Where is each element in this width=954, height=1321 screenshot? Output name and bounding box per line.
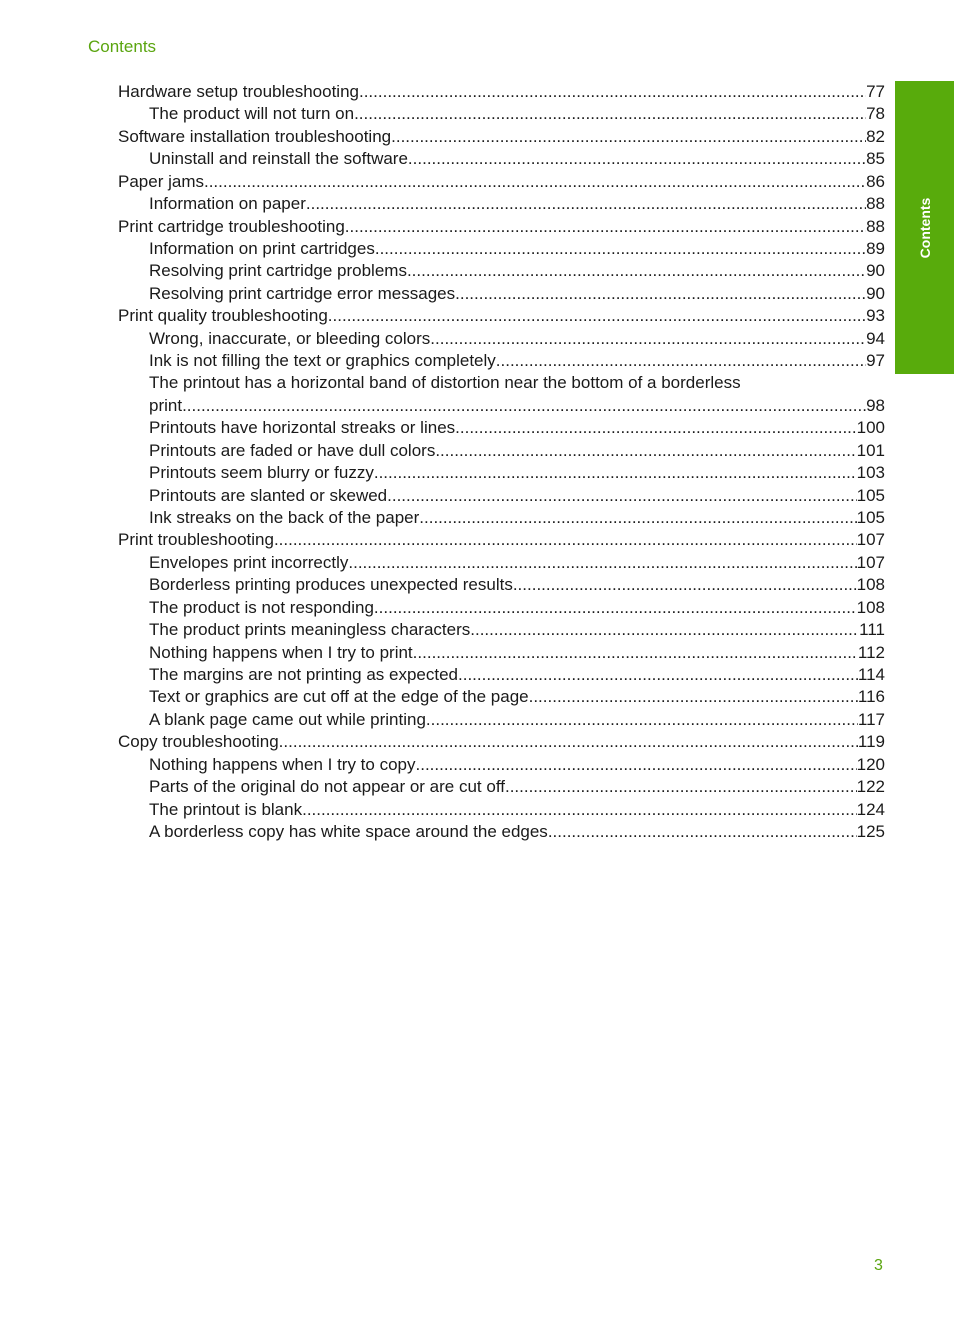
toc-page-number: 93	[866, 306, 885, 326]
toc-entry-title: Resolving print cartridge problems	[149, 261, 407, 281]
toc-entry-not-responding[interactable]	[118, 597, 885, 619]
toc-entry-meaningless-chars[interactable]	[118, 619, 885, 641]
toc-entry-title: Wrong, inaccurate, or bleeding colors	[149, 328, 431, 348]
toc-dot-leader	[374, 597, 857, 619]
toc-page-number: 107	[856, 530, 885, 550]
toc-page-number: 111	[859, 620, 885, 640]
toc-dot-leader	[458, 664, 858, 686]
toc-page-number: 108	[856, 597, 885, 617]
toc-entry-nothing-print[interactable]	[118, 642, 885, 664]
toc-dot-leader	[348, 552, 856, 574]
toc-page-number: 125	[856, 821, 885, 841]
toc-entry-copy-troubleshooting[interactable]	[118, 731, 885, 753]
toc-entry-print-quality[interactable]	[118, 305, 885, 327]
toc-dot-leader	[359, 81, 866, 103]
toc-dot-leader	[548, 821, 857, 843]
toc-dot-leader	[529, 686, 858, 708]
toc-dot-leader	[182, 395, 866, 417]
toc-entry-margins[interactable]	[118, 664, 885, 686]
toc-entry-title: The product is not responding	[149, 597, 374, 617]
toc-entry-printout-blank[interactable]	[118, 799, 885, 821]
toc-page-number: 97	[866, 351, 885, 371]
toc-page-number: 112	[857, 642, 885, 662]
toc-entry-title: Printouts seem blurry or fuzzy	[149, 463, 374, 483]
toc-entry-title: Print troubleshooting	[118, 530, 274, 550]
toc-dot-leader	[279, 731, 858, 753]
toc-entry-borderless-copy[interactable]	[118, 821, 885, 843]
toc-dot-leader	[413, 642, 858, 664]
toc-page-number: 117	[857, 709, 885, 729]
toc-page-number: 88	[866, 216, 885, 236]
toc-entry-envelopes[interactable]	[118, 552, 885, 574]
toc-entry-title: Hardware setup troubleshooting	[118, 82, 359, 101]
toc-entry-parts-original[interactable]	[118, 776, 885, 798]
toc-entry-blurry[interactable]	[118, 462, 885, 484]
toc-entry-title: Parts of the original do not appear or are cut off	[149, 777, 505, 797]
toc-entry-faded-colors[interactable]	[118, 440, 885, 462]
toc-entry-title: The printout is blank	[149, 799, 303, 819]
footer-page-number: 3	[874, 1257, 883, 1274]
toc-entry-title: Printouts have horizontal streaks or lines	[149, 418, 456, 438]
toc-dot-leader	[345, 216, 866, 238]
toc-page-number: 119	[857, 732, 885, 752]
toc-dot-leader	[455, 417, 856, 439]
toc-entry-title: Software installation troubleshooting	[118, 126, 392, 146]
toc-dot-leader	[375, 238, 866, 260]
toc-page-number: 105	[856, 508, 885, 528]
toc-dot-leader	[435, 440, 856, 462]
toc-page-number: 114	[857, 664, 885, 684]
toc-dot-leader	[391, 126, 866, 148]
toc-entry-title: A blank page came out while printing	[149, 709, 426, 729]
toc-entry-title: Text or graphics are cut off at the edge of the page	[149, 687, 529, 707]
toc-page-number: 100	[856, 418, 885, 438]
toc-dot-leader	[354, 103, 866, 125]
toc-entry-title: Information on print cartridges	[149, 238, 375, 258]
table-of-contents	[118, 81, 885, 843]
toc-entry-software-installation[interactable]	[118, 126, 885, 148]
toc-entry-ink-streaks-back[interactable]	[118, 507, 885, 529]
toc-dot-leader	[505, 776, 857, 798]
toc-entry-title: Ink is not filling the text or graphics completely	[149, 351, 496, 371]
toc-dot-leader	[302, 799, 857, 821]
toc-dot-leader	[470, 619, 859, 641]
toc-dot-leader	[496, 350, 866, 372]
toc-dot-leader	[513, 574, 857, 596]
toc-entry-title: Nothing happens when I try to print	[149, 642, 413, 662]
toc-entry-title: print	[149, 395, 183, 415]
toc-page-number: 90	[866, 283, 885, 303]
page-header-title: Contents	[88, 37, 157, 56]
toc-page-number: 94	[866, 328, 885, 348]
toc-dot-leader	[408, 148, 866, 170]
toc-entry-nothing-copy[interactable]	[118, 754, 885, 776]
toc-page-number: 78	[866, 104, 885, 124]
toc-entry-ink-not-filling[interactable]	[118, 350, 885, 372]
toc-entry-print-cartridge[interactable]	[118, 216, 885, 238]
section-side-tab	[895, 81, 954, 374]
toc-dot-leader	[387, 485, 857, 507]
toc-dot-leader	[374, 462, 857, 484]
toc-page-number: 124	[856, 799, 885, 819]
toc-page-number: 77	[866, 82, 885, 101]
toc-dot-leader	[407, 260, 866, 282]
toc-entry-borderless-unexpected[interactable]	[118, 574, 885, 596]
toc-page-number: 116	[857, 687, 885, 707]
toc-entry-horizontal-band[interactable]	[118, 395, 885, 417]
toc-entry-slanted[interactable]	[118, 485, 885, 507]
toc-page-number: 85	[866, 149, 885, 169]
toc-entry-title: Printouts are slanted or skewed	[149, 485, 388, 505]
toc-dot-leader	[430, 328, 866, 350]
toc-entry-info-on-paper[interactable]	[118, 193, 885, 215]
toc-page-number: 82	[866, 126, 885, 146]
toc-entry-title: The margins are not printing as expected	[149, 664, 459, 684]
toc-entry-print-troubleshooting[interactable]	[118, 529, 885, 551]
toc-page-number: 120	[856, 754, 885, 774]
toc-page-number: 90	[866, 261, 885, 281]
toc-entry-title: Envelopes print incorrectly	[149, 552, 349, 572]
toc-dot-leader	[426, 709, 858, 731]
toc-page-number: 89	[866, 238, 885, 258]
toc-entry-cut-off-edge[interactable]	[118, 686, 885, 708]
toc-entry-title: Resolving print cartridge error messages	[149, 283, 456, 303]
toc-entry-hardware-setup[interactable]	[118, 81, 885, 103]
toc-entry-blank-page[interactable]	[118, 709, 885, 731]
toc-dot-leader	[306, 193, 866, 215]
toc-entry-title: Information on paper	[149, 194, 306, 214]
toc-page-number: 105	[856, 485, 885, 505]
toc-entry-product-not-turn-on[interactable]	[118, 103, 885, 125]
toc-entry-title: Ink streaks on the back of the paper	[149, 508, 420, 528]
toc-entry-horizontal-band-first-line[interactable]: The printout has a horizontal band of distortion near the bottom of a borderless	[149, 373, 741, 393]
toc-entry-title: Print quality troubleshooting	[118, 306, 328, 326]
toc-page-number: 88	[866, 194, 885, 214]
toc-entry-horizontal-streaks[interactable]	[118, 417, 885, 439]
toc-entry-paper-jams[interactable]	[118, 171, 885, 193]
toc-dot-leader	[274, 529, 857, 551]
toc-dot-leader	[416, 754, 857, 776]
toc-page-number: 103	[856, 463, 885, 483]
toc-entry-title: The product prints meaningless characters	[149, 620, 471, 640]
side-tab-label: Contents	[916, 197, 933, 258]
toc-entry-wrong-colors[interactable]	[118, 328, 885, 350]
toc-entry-title: Uninstall and reinstall the software	[149, 149, 408, 169]
toc-entry-title: The product will not turn on	[149, 104, 355, 124]
toc-entry-title: Paper jams	[118, 171, 204, 191]
toc-entry-title: Borderless printing produces unexpected results	[149, 575, 513, 595]
toc-entry-info-print-cartridges[interactable]	[118, 238, 885, 260]
toc-entry-resolving-error-messages[interactable]	[118, 283, 885, 305]
toc-page-number: 108	[856, 575, 885, 595]
toc-entry-title: Print cartridge troubleshooting	[118, 216, 345, 236]
toc-page-number: 122	[856, 777, 885, 797]
toc-entry-title: Printouts are faded or have dull colors	[149, 440, 436, 460]
toc-dot-leader	[419, 507, 856, 529]
toc-page-number: 107	[856, 552, 885, 572]
toc-entry-title: Copy troubleshooting	[118, 732, 279, 752]
toc-page-number: 86	[866, 171, 885, 191]
toc-dot-leader	[455, 283, 866, 305]
toc-dot-leader	[328, 305, 866, 327]
toc-entry-title: A borderless copy has white space around the edges	[149, 821, 548, 841]
toc-page-number: 98	[866, 395, 885, 415]
toc-entry-resolving-problems[interactable]	[118, 260, 885, 282]
toc-entry-uninstall-reinstall[interactable]	[118, 148, 885, 170]
toc-page-number: 101	[856, 440, 885, 460]
toc-entry-title: Nothing happens when I try to copy	[149, 754, 416, 774]
toc-dot-leader	[204, 171, 866, 193]
